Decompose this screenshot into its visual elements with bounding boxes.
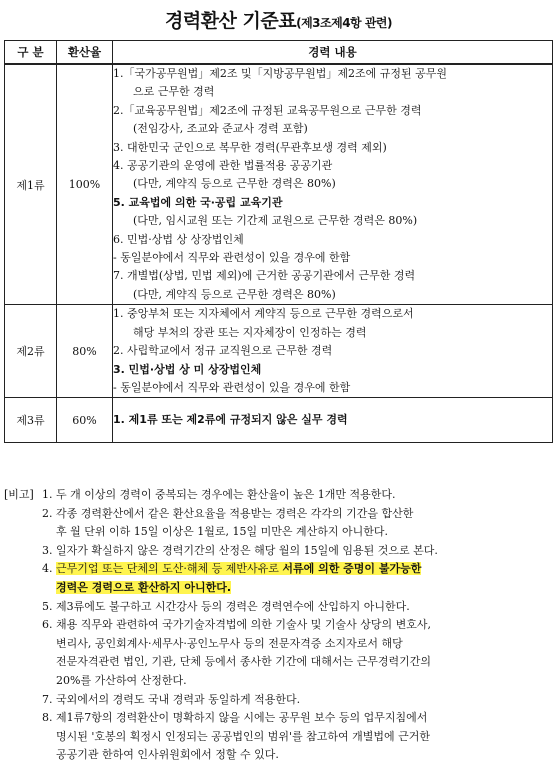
note-continuation: 20%를 가산하여 산정한다. [56, 673, 187, 687]
list-item: (다만, 임시교원 또는 기간제 교원으로 근무한 경력은 80%) [133, 214, 418, 228]
note-number: 1. [42, 488, 53, 501]
list-item: (전임강사, 조교와 준교사 경력 포함) [133, 122, 308, 136]
list-item: 1. 중앙부처 또는 지자체에서 계약직 등으로 근무한 경력으로서 [113, 307, 414, 321]
list-item: 해당 부처의 장관 또는 지자체장이 인정하는 경력 [133, 325, 367, 339]
note-number: 8. [42, 711, 53, 725]
note-item [4, 560, 553, 579]
note-continuation: 후 월 단위 이하 15일 이상은 1월로, 15일 미만은 계산하지 아니한다. [56, 525, 388, 539]
list-item: 2. 사립학교에서 정규 교직원으로 근무한 경력 [113, 344, 333, 358]
note-item [4, 486, 553, 505]
note-continuation [4, 579, 553, 598]
table-row-class3 [5, 398, 553, 443]
note-number: 3. [42, 543, 53, 557]
note-text: 제3류에도 불구하고 시간강사 등의 경력은 경력연수에 산입하지 아니한다. [56, 599, 410, 613]
note-text: 각종 경력환산에서 같은 환산요율을 적용받는 경력은 각각의 기간을 합산한 [56, 506, 414, 520]
list-item: 1. 제1류 또는 제2류에 규정되지 않은 실무 경력 [113, 413, 348, 427]
rate-cell: 60% [57, 398, 113, 443]
list-item: 5. 교육법에 의한 국·공립 교육기관 [113, 195, 283, 209]
note-text: 두 개 이상의 경력이 중복되는 경우에는 환산율이 높은 1개만 적용한다. [56, 488, 396, 501]
note-text [56, 560, 553, 579]
note-item [4, 598, 553, 617]
note-text: 채용 직무와 관련하여 국가기술자격법에 의한 기술사 및 기술사 상당의 변호사, [56, 618, 431, 632]
notes-label: [비고] [4, 488, 34, 501]
category-cell: 제1류 [5, 64, 57, 305]
content-cell [113, 64, 553, 305]
list-item: 2.「교육공무원법」제2조에 규정된 교육공무원으로 근무한 경력 [113, 103, 422, 117]
note-text: 제1류7항의 경력환산이 명확하지 않을 시에는 공무원 보수 등의 업무지침에서 [56, 711, 428, 725]
header-category: 구 분 [5, 41, 57, 65]
note-continuation: 명시된 '호봉의 획정시 인정되는 공공법인의 범위'를 참고하여 개별법에 근거한 [56, 729, 431, 743]
note-item [4, 709, 553, 728]
note-continuation: 변리사, 공인회계사·세무사·공인노무사 등의 전문자격증 소지자로서 해당 [56, 636, 403, 650]
note-number: 4. [42, 562, 53, 576]
category-cell: 제2류 [5, 305, 57, 398]
header-rate: 환산율 [57, 41, 113, 65]
note-number: 2. [42, 506, 53, 520]
note-number: 6. [42, 618, 53, 632]
note-item [4, 542, 553, 561]
content-cell [113, 398, 553, 443]
content-cell [113, 305, 553, 398]
list-item: - 동일분야에서 직무와 관련성이 있을 경우에 한함 [113, 251, 351, 265]
notes-section [4, 486, 553, 765]
list-item: (다만, 계약직 등으로 근무한 경력은 80%) [133, 287, 336, 301]
table-header-row [5, 41, 553, 65]
list-item: 1.「국가공무원법」제2조 및「지방공무원법」제2조에 규정된 공무원 [113, 67, 448, 80]
note-continuation: 전문자격관련 법인, 기관, 단체 등에서 종사한 기간에 대해서는 근무경력기간의 [56, 655, 431, 669]
note-text: 일자가 확실하지 않은 경력기간의 산정은 해당 월의 15일에 임용된 것으로 본다. [56, 543, 438, 557]
list-item: (다만, 계약직 등으로 근무한 경력은 80%) [133, 177, 336, 191]
page-title [0, 6, 557, 33]
list-item: 6. 민법·상법 상 상장법인체 [113, 232, 244, 246]
note-number: 5. [42, 599, 53, 613]
table-row-class1 [5, 64, 553, 305]
header-content: 경력 내용 [113, 41, 553, 65]
note-number: 7. [42, 692, 53, 706]
table-row-class2 [5, 305, 553, 398]
list-item: 7. 개별법(상법, 민법 제외)에 근거한 공공기관에서 근무한 경력 [113, 269, 416, 283]
list-item: - 동일분야에서 직무와 관련성이 있을 경우에 한함 [113, 380, 351, 394]
title-subtitle: (제3조제4항 관련) [296, 16, 392, 30]
highlight-bold-text: 경력은 경력으로 환산하지 아니한다. [56, 580, 232, 594]
note-item [4, 505, 553, 524]
list-item: 4. 공공기관의 운영에 관한 법률적용 공공기관 [113, 159, 333, 173]
category-cell: 제3류 [5, 398, 57, 443]
title-main: 경력환산 기준표 [165, 10, 297, 32]
rate-cell: 80% [57, 305, 113, 398]
highlight-bold-text: 서류에 의한 증명이 불가능한 [282, 562, 422, 576]
career-conversion-table [4, 40, 553, 443]
highlight-text: 근무기업 또는 단체의 도산·해체 등 제반사유로 [56, 562, 283, 576]
note-item [4, 691, 553, 710]
list-item: 3. 민법·상법 상 미 상장법인체 [113, 362, 262, 376]
note-continuation: 공공기관 한하여 인사위원회에서 정할 수 있다. [56, 748, 279, 762]
list-item: 으로 근무한 경력 [133, 85, 215, 99]
note-text: 국외에서의 경력도 국내 경력과 동일하게 적용한다. [56, 692, 301, 706]
rate-cell: 100% [57, 64, 113, 305]
list-item: 3. 대한민국 군인으로 복무한 경력(무관후보생 경력 제외) [113, 140, 387, 154]
note-item [4, 616, 553, 635]
